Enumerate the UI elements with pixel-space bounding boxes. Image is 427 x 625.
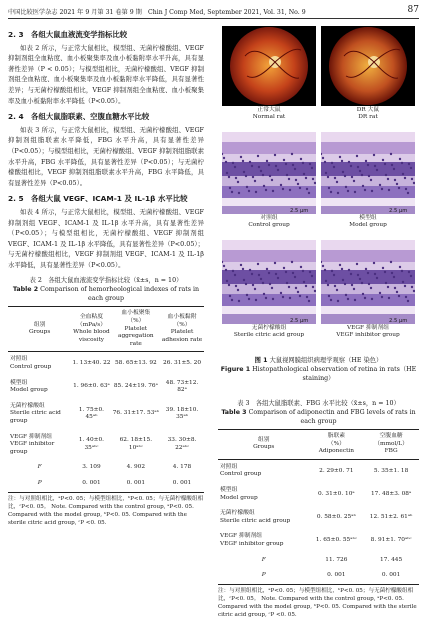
- journal-citation: 中国比较医学杂志 2021 年 9 月第 31 卷第 9 期 Chin J Comp Med, September 2021, Vol. 31, No. 9: [8, 9, 306, 16]
- table-row: [218, 529, 419, 552]
- table-cell: 48. 73±12. 82ᵃ: [165, 379, 199, 394]
- table-2-note: 注：与对照组相比，ᵃP<0. 05；与模型组相比，ᵇP<0. 05；与无菌柠檬酸组相比，ᶜP<0. 05。 Note. Compared with the control group, ᵃP<0. 05. Compared with the model group, ᵇP<0. 05. Compared with the sterile citric acid group, ᶜP <0. 05.: [8, 495, 204, 526]
- table-cell: 3. 109: [82, 464, 101, 471]
- table-2-caption: [8, 276, 204, 303]
- table-cell: 58. 65±13. 92: [114, 360, 157, 367]
- right-column: [218, 24, 419, 619]
- retina-histology-image: [222, 132, 316, 214]
- table-3-caption-cn: 表 3 各组大鼠脂联素、FBG 水平比较（x̄±s，n = 10）: [237, 400, 400, 407]
- figure-1: [218, 24, 419, 350]
- fundus-photo: [222, 26, 316, 106]
- table-row: [218, 483, 419, 506]
- table2-header-cell: 血小板黏附 （%） Platelet adhesion rate: [160, 307, 204, 352]
- fundus-photo: [321, 26, 415, 106]
- section-2-3-title: 2. 3 各组大鼠血液流变学指标比较: [8, 30, 128, 39]
- row-label: 无菌柠檬酸组 Sterile citric acid group: [10, 402, 61, 424]
- table-cell: 0. 001: [310, 568, 364, 584]
- table-2: [8, 306, 204, 492]
- table-row: [218, 568, 419, 584]
- table-cell: 0. 001: [71, 476, 111, 492]
- table-cell: 5. 35±1. 18: [373, 467, 409, 474]
- row-label: F: [37, 464, 42, 471]
- scale-bar-label: 2.5 μm: [389, 318, 408, 324]
- table-3: [218, 429, 419, 585]
- table-row: [218, 506, 419, 529]
- figure-1-caption: [218, 356, 419, 383]
- table-row: [8, 399, 204, 430]
- panel-label-cn: 模型组: [359, 215, 377, 221]
- table-cell: 2. 29±0. 71: [319, 467, 354, 474]
- table3-header-cell: 脂联素 （%） Adiponectin: [310, 430, 364, 460]
- table3-header-cell: 空腹血糖 （mmol/L） FBG: [363, 430, 419, 460]
- table-3-note: 注：与对照组相比，ᵃP<0. 05；与模型组相比，ᵇP<0. 05；与无菌柠檬酸组相比，ᶜP<0. 05。 Note. Compared with the control group, ᵃP<0. 05. Compared with the model group, ᵇP<0. 05. Compared with the sterile citric acid group, ᶜP <0. 05.: [218, 587, 417, 618]
- table-2-label: Table 2: [12, 286, 39, 294]
- page-number: 87: [407, 5, 419, 15]
- table-cell: 17. 445: [380, 556, 403, 563]
- table-3-label: Table 3: [221, 409, 247, 416]
- retina-histology-image: [222, 240, 316, 324]
- table-cell: 39. 18±10. 35ᵃᵇ: [165, 406, 199, 421]
- table-cell: 1. 13±40. 22: [72, 360, 111, 367]
- table2-header-cell: 组别 Groups: [8, 307, 71, 352]
- table-cell: 4. 902: [126, 464, 146, 471]
- table-cell: 8. 91±1. 70ᵃᵇᶜ: [370, 537, 412, 544]
- table-cell: 17. 48±3. 08ᵃ: [370, 490, 412, 497]
- table2-header-cell: 全血粘度 （mPa/s） Whole blood viscosity: [71, 307, 111, 352]
- table-cell: 33. 30±8. 22ᵃᵇᶜ: [167, 437, 197, 451]
- row-label: VEGF 抑制剂组 VEGF inhibitor group: [220, 533, 284, 547]
- panel-label-en: Sterile citric acid group: [233, 332, 305, 339]
- row-label: P: [218, 568, 310, 584]
- table-cell: 62. 18±15. 10ᵃᵇᶜ: [119, 437, 153, 451]
- figure-1-label-en: Figure 1: [220, 366, 251, 373]
- panel-label-cn: 对照组: [260, 215, 278, 221]
- panel-label-cn: DR 大鼠: [356, 107, 380, 113]
- running-header: [8, 6, 419, 19]
- section-2-5-body: 如表 4 所示，与正常大鼠相比，模型组、无菌柠檬酸组、VEGF 抑制剂组 VEGF、ICAM-1 及 IL-1β 水平升高，具有显著性差异（P<0.05）；与模型组相比，无菌柠檬酸组、VEGF 抑制剂组 VEGF、ICAM-1 及 IL-1β 水平降低，具有显著性差异（P<0.05）；与无菌柠檬酸组相比，VEGF 抑制剂组 VEGF、ICAM-1 及 IL-1β 水平降低，具有显著性差异（P<0.05）。: [8, 207, 204, 269]
- table-cell: 0. 001: [363, 568, 419, 584]
- table-cell: 1. 96±0. 63ᵃ: [73, 383, 110, 390]
- table-cell: 26. 31±5. 20: [163, 360, 202, 367]
- figure-panel-label: [222, 215, 316, 230]
- table-row: [8, 430, 204, 461]
- row-label: 模型组 Model group: [220, 486, 258, 501]
- section-2-5-title: 2. 5 各组大鼠 VEGF、ICAM-1 及 IL-1β 水平比较: [8, 194, 188, 204]
- figure-1-label-cn: 图 1: [254, 357, 268, 364]
- figure-panel-label: [222, 325, 316, 340]
- table-cell: 85. 24±19. 76ᵃ: [113, 383, 158, 390]
- row-label: 对照组 Control group: [220, 463, 262, 478]
- row-label: 模型组 Model group: [10, 379, 48, 394]
- table-cell: 0. 31±0. 10ᵃ: [318, 490, 355, 497]
- row-label: 无菌柠檬酸组 Sterile citric acid group: [220, 510, 291, 524]
- table-2-caption-en: Comparison of hemorheological indexes of rats in each group: [40, 286, 200, 303]
- figure-panel-label: [321, 215, 415, 230]
- scale-bar-label: 2.5 μm: [389, 208, 408, 214]
- table-row: [8, 376, 204, 399]
- table-cell: 1. 65±0. 55ᵃᵇᶜ: [315, 537, 357, 544]
- figure-1-caption-cn: 大鼠视网膜组织病理学观察（HE 染色）: [269, 357, 383, 364]
- left-column: [8, 24, 204, 527]
- table-row: [8, 460, 204, 476]
- table-row: [218, 553, 419, 569]
- panel-label-en: VEGF inhibitor group: [336, 332, 400, 339]
- retina-histology-image: [321, 240, 415, 324]
- table-cell: 4. 178: [172, 464, 192, 471]
- table-cell: 11. 726: [325, 556, 348, 563]
- panel-label-en: Model group: [349, 222, 387, 229]
- panel-label-cn: 正常大鼠: [257, 107, 281, 113]
- table3-header-cell: 组别 Groups: [218, 430, 310, 460]
- table-cell: 1. 40±0. 35ᵃᵇᶜ: [78, 437, 105, 451]
- scale-bar-label: 2.5 μm: [290, 208, 309, 214]
- table-cell: 76. 31±17. 53ᵃᵇ: [112, 410, 159, 417]
- panel-label-en: DR rat: [358, 114, 378, 121]
- table2-header-cell: 血小板聚集 （%） Platelet aggregation rate: [112, 307, 160, 352]
- section-2-4-title: 2. 4 各组大鼠脂联素、空腹血糖水平比较: [8, 112, 150, 122]
- panel-label-en: Control group: [248, 222, 290, 229]
- section-2-3-body: 如表 2 所示，与正常大鼠相比，模型组、无菌柠檬酸组、VEGF 抑制剂组全血粘度、血小板聚集率及血小板黏附率水平升高，具有显著性差异（P < 0.05）；与模型组相比，无菌柠檬酸组、VEGF 抑制剂组全血粘度、血小板聚集率及血小板黏附率水平降低，具有显著性差异；与无菌柠檬酸组相比，VEGF 抑制剂组全血粘度、血小板聚集率及血小板黏附率水平降低（P<0.05）。: [8, 43, 204, 105]
- table-row: [218, 459, 419, 483]
- row-label: P: [8, 476, 71, 492]
- table-cell: 0. 001: [160, 476, 204, 492]
- table-3-caption: [218, 399, 419, 426]
- panel-label-cn: VEGF 抑制剂组: [346, 325, 390, 331]
- table-row: [8, 352, 204, 376]
- panel-label-en: Normal rat: [252, 114, 286, 121]
- retina-histology-image: [321, 132, 415, 214]
- figure-1-caption-en: Histopathological observation of retina in rats（HE staining）: [252, 366, 417, 382]
- row-label: 对照组 Control group: [10, 356, 52, 371]
- row-label: F: [261, 556, 266, 563]
- figure-panel-label: [222, 107, 316, 122]
- table-cell: 1. 75±0. 45ᵃᵇ: [78, 406, 105, 421]
- table-row: [8, 476, 204, 492]
- panel-label-cn: 无菌柠檬酸组: [251, 325, 287, 331]
- scale-bar-label: 2.5 μm: [290, 318, 309, 324]
- row-label: VEGF 抑制剂组 VEGF inhibitor group: [10, 433, 55, 455]
- table-3-caption-en: Comparison of adiponectin and FBG levels of rats in each group: [248, 409, 416, 425]
- figure-panel-label: [321, 107, 415, 122]
- table-2-caption-cn: 表 2 各组大鼠血液流变学指标比较（x̄±s，n = 10）: [29, 277, 183, 285]
- section-2-4-body: 如表 3 所示，与正常大鼠相比，模型组、无菌柠檬酸组、VEGF 抑制剂组脂联素水平降低，FBG 水平升高，具有显著性差异（P<0.05）；与模型组相比，无菌柠檬酸组、VEGF 抑制剂组脂联素水平升高，FBG 水平降低，具有显著性差异（P<0.05）；与无菌柠檬酸组相比，VEGF 抑制剂组脂联素水平升高，FBG 水平降低，具有显著性差异（P<0.05）。: [8, 125, 204, 187]
- figure-panel-label: [321, 325, 415, 340]
- table-cell: 0. 58±0. 25ᵃᵇ: [316, 513, 356, 520]
- table-cell: 12. 51±2. 61ᵃᵇ: [369, 513, 413, 520]
- table-cell: 0. 001: [112, 476, 160, 492]
